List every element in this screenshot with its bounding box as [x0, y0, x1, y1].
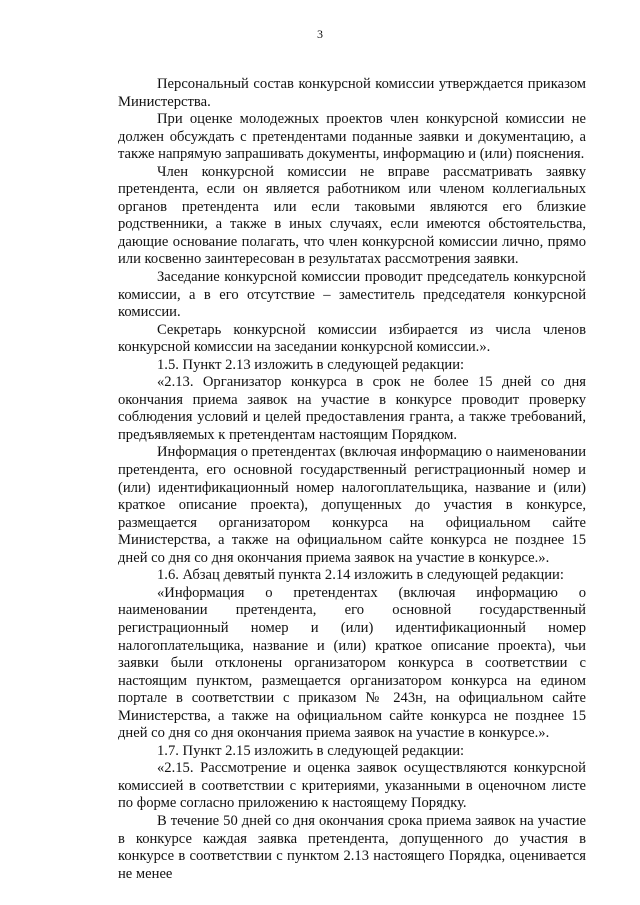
- paragraph-applicant-info: Информация о претендентах (включая информацию о наименовании претендента, его основной государственный регистрационный номер и (или) идентификационный номер налогоплательщика, название и (или) краткое описание проекта), допущенных до участия в конкурсе, размещается организатором конкурса на официальном сайте Министерства, а также на официальном сайте конкурса не позднее 15 дней со дня со дня окончания приема заявок на участие в конкурсе.».: [118, 444, 587, 566]
- paragraph-conflict-of-interest: Член конкурсной комиссии не вправе рассматривать заявку претендента, если он является работником или членом коллегиальных органов претендента или если таковыми являются его близкие родственники, а также в иных случаях, если имеются обстоятельства, дающие основание полагать, что член конкурсной комиссии лично, прямо или косвенно заинтересован в результатах рассмотрения заявки.: [118, 163, 586, 268]
- paragraph-clause-2-15: «2.15. Рассмотрение и оценка заявок осуществляются конкурсной комиссией в соответствии с критериями, указанными в оценочном листе по форме согласно приложению к настоящему Порядку.: [118, 760, 586, 812]
- paragraph-composition: Персональный состав конкурсной комиссии утверждается приказом Министерства.: [118, 76, 586, 110]
- paragraph-amendment-1-5: 1.5. Пункт 2.13 изложить в следующей редакции:: [157, 356, 465, 373]
- paragraph-meeting-chair: Заседание конкурсной комиссии проводит председатель конкурсной комиссии, а в его отсутствие – заместитель председателя конкурсной комиссии.: [118, 269, 586, 321]
- paragraph-evaluation-deadline: В течение 50 дней со дня окончания срока приема заявок на участие в конкурсе каждая заявка претендента, допущенного до участия в конкурсе в соответствии с пунктом 2.13 настоящего Порядка, оценивается не менее: [118, 812, 586, 882]
- paragraph-secretary: Секретарь конкурсной комиссии избирается из числа членов конкурсной комиссии на заседании конкурсной комиссии.».: [118, 321, 586, 356]
- paragraph-amendment-1-6: 1.6. Абзац девятый пункта 2.14 изложить в следующей редакции:: [157, 567, 564, 584]
- paragraph-rejected-applicants: «Информация о претендентах (включая информацию о наименовании претендента, его основной государственный регистрационный номер и (или) идентификационный номер налогоплательщика, название и (или) краткое описание проекта), чьи заявки были отклонены организатором конкурса в соответствии с настоящим пунктом, размещается организатором конкурса на едином портале в соответствии с приказом № 243н, на официальном сайте Министерства, а также на официальном сайте конкурса не позднее 15 дней со дня со дня окончания приема заявок на участие в конкурсе.».: [118, 584, 586, 742]
- page-number: 3: [317, 27, 323, 41]
- paragraph-evaluation-rules: При оценке молодежных проектов член конкурсной комиссии не должен обсуждать с претендентами поданные заявки и документацию, а также напрямую запрашивать документы, информацию и (или) пояснения.: [118, 111, 586, 163]
- paragraph-clause-2-13: «2.13. Организатор конкурса в срок не более 15 дней со дня окончания приема заявок на участие в конкурсе проводит проверку соблюдения условий и целей предоставления гранта, а также требований, предъявляемых к претендентам настоящим Порядком.: [118, 374, 586, 443]
- paragraph-amendment-1-7: 1.7. Пункт 2.15 изложить в следующей редакции:: [157, 742, 465, 759]
- document-body: [118, 76, 586, 883]
